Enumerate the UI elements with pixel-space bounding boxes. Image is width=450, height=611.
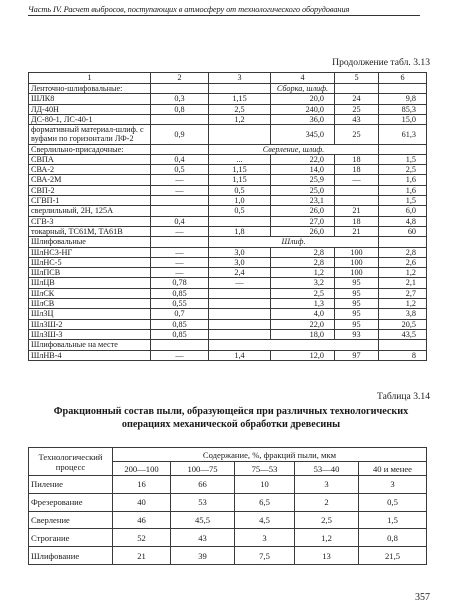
process-name: Сверление [29,511,113,529]
table-cell: 1,2 [379,268,427,278]
fraction-header: 200—100 [113,462,171,476]
page-number: 357 [415,592,430,603]
table-cell: 24 [335,94,379,104]
process-name: Фрезерование [29,493,113,511]
stub-header: Технологический процесс [29,448,113,476]
equipment-name: ДС-80-1, ЛС-40-1 [29,114,151,124]
table-row [29,237,427,247]
table-cell: 100 [335,247,379,257]
table-cell: 25 [335,125,379,144]
table-cell: 3,8 [379,309,427,319]
table-cell: 1,2 [209,114,271,124]
table-cell: 15,0 [379,114,427,124]
table-3-14 [28,447,427,565]
table-cell: 0,7 [151,309,209,319]
table-cell: 45,5 [171,511,235,529]
equipment-name: ШлСВ [29,299,151,309]
table-cell: 2,1 [379,278,427,288]
table-cell: 7,5 [235,547,295,565]
table-cell: 2,8 [379,247,427,257]
table-cell: 12,0 [271,350,335,360]
table-row [29,493,427,511]
table-cell: 27,0 [271,216,335,226]
table-cell: 16 [113,476,171,494]
table-row [29,319,427,329]
table-row [29,309,427,319]
table-cell: 95 [335,319,379,329]
table-cell: 0,9 [151,125,209,144]
table-cell: 1,5 [379,154,427,164]
table-cell: 3 [295,476,359,494]
table-cell [209,288,271,298]
equipment-name: СВА-2 [29,165,151,175]
table-row [29,196,427,206]
table-cell: 43 [171,529,235,547]
table-row [29,206,427,216]
table-cell: 85,3 [379,104,427,114]
table-cell: 21 [335,206,379,216]
table-cell: 1,2 [295,529,359,547]
column-number: 5 [335,73,379,84]
table-cell: 25,0 [271,185,335,195]
table-cell: ... [209,154,271,164]
table-cell: 0,4 [151,216,209,226]
table-row [29,511,427,529]
table-cell: 40 [113,493,171,511]
table-row [29,84,427,94]
table-cell: 240,0 [271,104,335,114]
table-cell: 14,0 [271,165,335,175]
table-cell: 1,3 [271,299,335,309]
table-row [29,257,427,267]
table-header-row [29,448,427,462]
table-cell: — [151,268,209,278]
table-cell: — [151,185,209,195]
table-cell: 95 [335,309,379,319]
equipment-name: ШЛК8 [29,94,151,104]
table-cell: 0,55 [151,299,209,309]
table-cell: 52 [113,529,171,547]
table-cell: 4,5 [235,511,295,529]
table-cell: 3 [235,529,295,547]
fraction-header: 40 и менее [359,462,427,476]
table-row [29,340,427,350]
equipment-name: Шл3Ш-2 [29,319,151,329]
process-name: Строгание [29,529,113,547]
table-cell: 2,5 [209,104,271,114]
table-cell: 26,0 [271,226,335,236]
table-cell: 0,5 [209,206,271,216]
table-cell: 2,8 [271,247,335,257]
process-name: Шлифование [29,547,113,565]
equipment-name: СВП-2 [29,185,151,195]
table-cell: 1,4 [209,350,271,360]
table-cell: 3,2 [271,278,335,288]
table-cell: 8 [379,350,427,360]
equipment-name: ШлНС-5 [29,257,151,267]
table-cell: 2,5 [271,288,335,298]
table-cell: 95 [335,278,379,288]
table-cell: 22,0 [271,319,335,329]
table-cell [335,185,379,195]
table-cell [209,216,271,226]
table-cell: 3,0 [209,247,271,257]
fraction-header: 100—75 [171,462,235,476]
table-cell: 39 [171,547,235,565]
table-cell: 1,15 [209,165,271,175]
empty-cell [151,144,209,154]
table-row [29,288,427,298]
equipment-name: ЛД-40Н [29,104,151,114]
equipment-name: СГВП-1 [29,196,151,206]
table-cell: 2,8 [271,257,335,267]
table-cell: 2 [295,493,359,511]
equipment-name: СВПА [29,154,151,164]
table-cell: 0,85 [151,288,209,298]
table-cell: 95 [335,299,379,309]
table-cell: 20,5 [379,319,427,329]
running-header: Часть IV. Расчет выбросов, поступающих в атмосферу от технологического оборудования [28,5,420,16]
table-cell: 2,4 [209,268,271,278]
table-row [29,268,427,278]
table-cell [335,196,379,206]
table-row [29,226,427,236]
table-3-14-label: Таблица 3.14 [376,391,430,402]
table-cell [151,196,209,206]
table-row [29,165,427,175]
table-cell [151,206,209,216]
table-cell: 23,1 [271,196,335,206]
table-cell: 1,15 [209,94,271,104]
table-cell: 4,8 [379,216,427,226]
empty-cell [151,237,209,247]
table-cell: 0,85 [151,319,209,329]
table-cell: 93 [335,329,379,339]
empty-cell [379,340,427,350]
table-cell: 20,0 [271,94,335,104]
table-cell: 36,0 [271,114,335,124]
table-cell: Сборка, шлиф. [271,84,335,94]
equipment-name: ШлНВ-4 [29,350,151,360]
table-3-13 [28,72,427,361]
section-label: Шлифовальные [29,237,151,247]
table-row [29,144,427,154]
table-cell: 0,85 [151,329,209,339]
table-cell: 25 [335,104,379,114]
column-number: 4 [271,73,335,84]
table-cell: 13 [295,547,359,565]
table-cell: 97 [335,350,379,360]
table-cell: 1,2 [379,299,427,309]
table-cell: 1,8 [209,226,271,236]
table-3-14-title: Фракционный состав пыли, образующейся при различных технологических операциях механической обработки древесины [53,406,409,430]
section-label: Сверлильно-присадочные: [29,144,151,154]
table-row [29,529,427,547]
group-header: Содержание, %, фракций пыли, мкм [113,448,427,462]
table-row [29,104,427,114]
table-cell: 9,8 [379,94,427,104]
table-cell: — [335,175,379,185]
column-number: 1 [29,73,151,84]
table-cell [209,125,271,144]
empty-cell [379,237,427,247]
table-row [29,547,427,565]
table-header-row [29,73,427,84]
table-cell: 1,5 [359,511,427,529]
table-row [29,350,427,360]
table-cell: 53 [171,493,235,511]
equipment-name: токарный, ТС61М, ТА61В [29,226,151,236]
table-cell: 2,7 [379,288,427,298]
table-cell: 60 [379,226,427,236]
table-cell [379,84,427,94]
table-cell: 4,0 [271,309,335,319]
column-number: 3 [209,73,271,84]
equipment-name: Ленточно-шлифовальные: [29,84,151,94]
equipment-name: Шл3Ш-3 [29,329,151,339]
fraction-header: 75—53 [235,462,295,476]
empty-cell [379,144,427,154]
table-cell: 0,5 [359,493,427,511]
table-cell: 21,5 [359,547,427,565]
table-cell: 26,0 [271,206,335,216]
table-cell: 3 [359,476,427,494]
table-cell: 0,8 [151,104,209,114]
table-cell [209,84,271,94]
table-cell [209,299,271,309]
table-cell: 0,5 [209,185,271,195]
equipment-name: СВА-2М [29,175,151,185]
equipment-name: формативный материал-шлиф. с вуфами по горизонтали ЛФ-2 [29,125,151,144]
table-cell: 1,15 [209,175,271,185]
equipment-name: сверлильный, 2Н, 125А [29,206,151,216]
table-row [29,125,427,144]
table-cell: 100 [335,257,379,267]
table-cell: 61,3 [379,125,427,144]
table-cell: 18,0 [271,329,335,339]
table-cell: 43 [335,114,379,124]
table-cell: — [151,175,209,185]
table-cell [151,84,209,94]
table-row [29,299,427,309]
table-cell: 0,4 [151,154,209,164]
table-row [29,476,427,494]
table-cell: 1,2 [271,268,335,278]
table-cell: 1,0 [209,196,271,206]
section-label: Шлифовальные на месте [29,340,151,350]
table-row [29,278,427,288]
equipment-name: ШлЦВ [29,278,151,288]
table-cell: 345,0 [271,125,335,144]
table-cell: — [151,247,209,257]
table-cell: 25,9 [271,175,335,185]
continuation-label: Продолжение табл. 3.13 [332,57,430,68]
table-row [29,94,427,104]
table-row [29,175,427,185]
table-row [29,247,427,257]
table-cell: — [209,278,271,288]
equipment-name: ШлСК [29,288,151,298]
section-operation [209,340,379,350]
table-cell: 18 [335,154,379,164]
table-cell: 0,3 [151,94,209,104]
table-cell: 21 [335,226,379,236]
table-row [29,216,427,226]
table-cell: 2,6 [379,257,427,267]
table-row [29,329,427,339]
table-cell: 66 [171,476,235,494]
table-cell [209,319,271,329]
equipment-name: ШлПСВ [29,268,151,278]
table-cell: 10 [235,476,295,494]
table-cell: — [151,350,209,360]
equipment-name: ШлНС3-НГ [29,247,151,257]
column-number: 6 [379,73,427,84]
table-cell: 21 [113,547,171,565]
table-cell: 2,5 [295,511,359,529]
column-number: 2 [151,73,209,84]
table-cell: 18 [335,165,379,175]
table-cell: 6,0 [379,206,427,216]
table-cell: 2,5 [379,165,427,175]
table-cell: 22,0 [271,154,335,164]
equipment-name: Шл3Ц [29,309,151,319]
table-cell: 100 [335,268,379,278]
table-cell: 0,78 [151,278,209,288]
fraction-header: 53—40 [295,462,359,476]
table-cell: 1,6 [379,185,427,195]
equipment-name: СГВ-3 [29,216,151,226]
table-cell: 0,8 [359,529,427,547]
table-cell: 95 [335,288,379,298]
table-cell: 6,5 [235,493,295,511]
table-cell: 18 [335,216,379,226]
table-cell [209,329,271,339]
table-cell: — [151,257,209,267]
table-cell: — [151,226,209,236]
table-row [29,154,427,164]
table-cell: 46 [113,511,171,529]
table-cell: 3,0 [209,257,271,267]
table-cell: 1,5 [379,196,427,206]
process-name: Пиление [29,476,113,494]
table-cell: 43,5 [379,329,427,339]
table-cell [151,114,209,124]
table-cell [209,309,271,319]
section-operation: Шлиф. [209,237,379,247]
section-operation: Сверление, шлиф. [209,144,379,154]
table-cell: 0,5 [151,165,209,175]
table-row [29,185,427,195]
table-cell: 1,6 [379,175,427,185]
empty-cell [151,340,209,350]
table-cell [335,84,379,94]
table-row [29,114,427,124]
